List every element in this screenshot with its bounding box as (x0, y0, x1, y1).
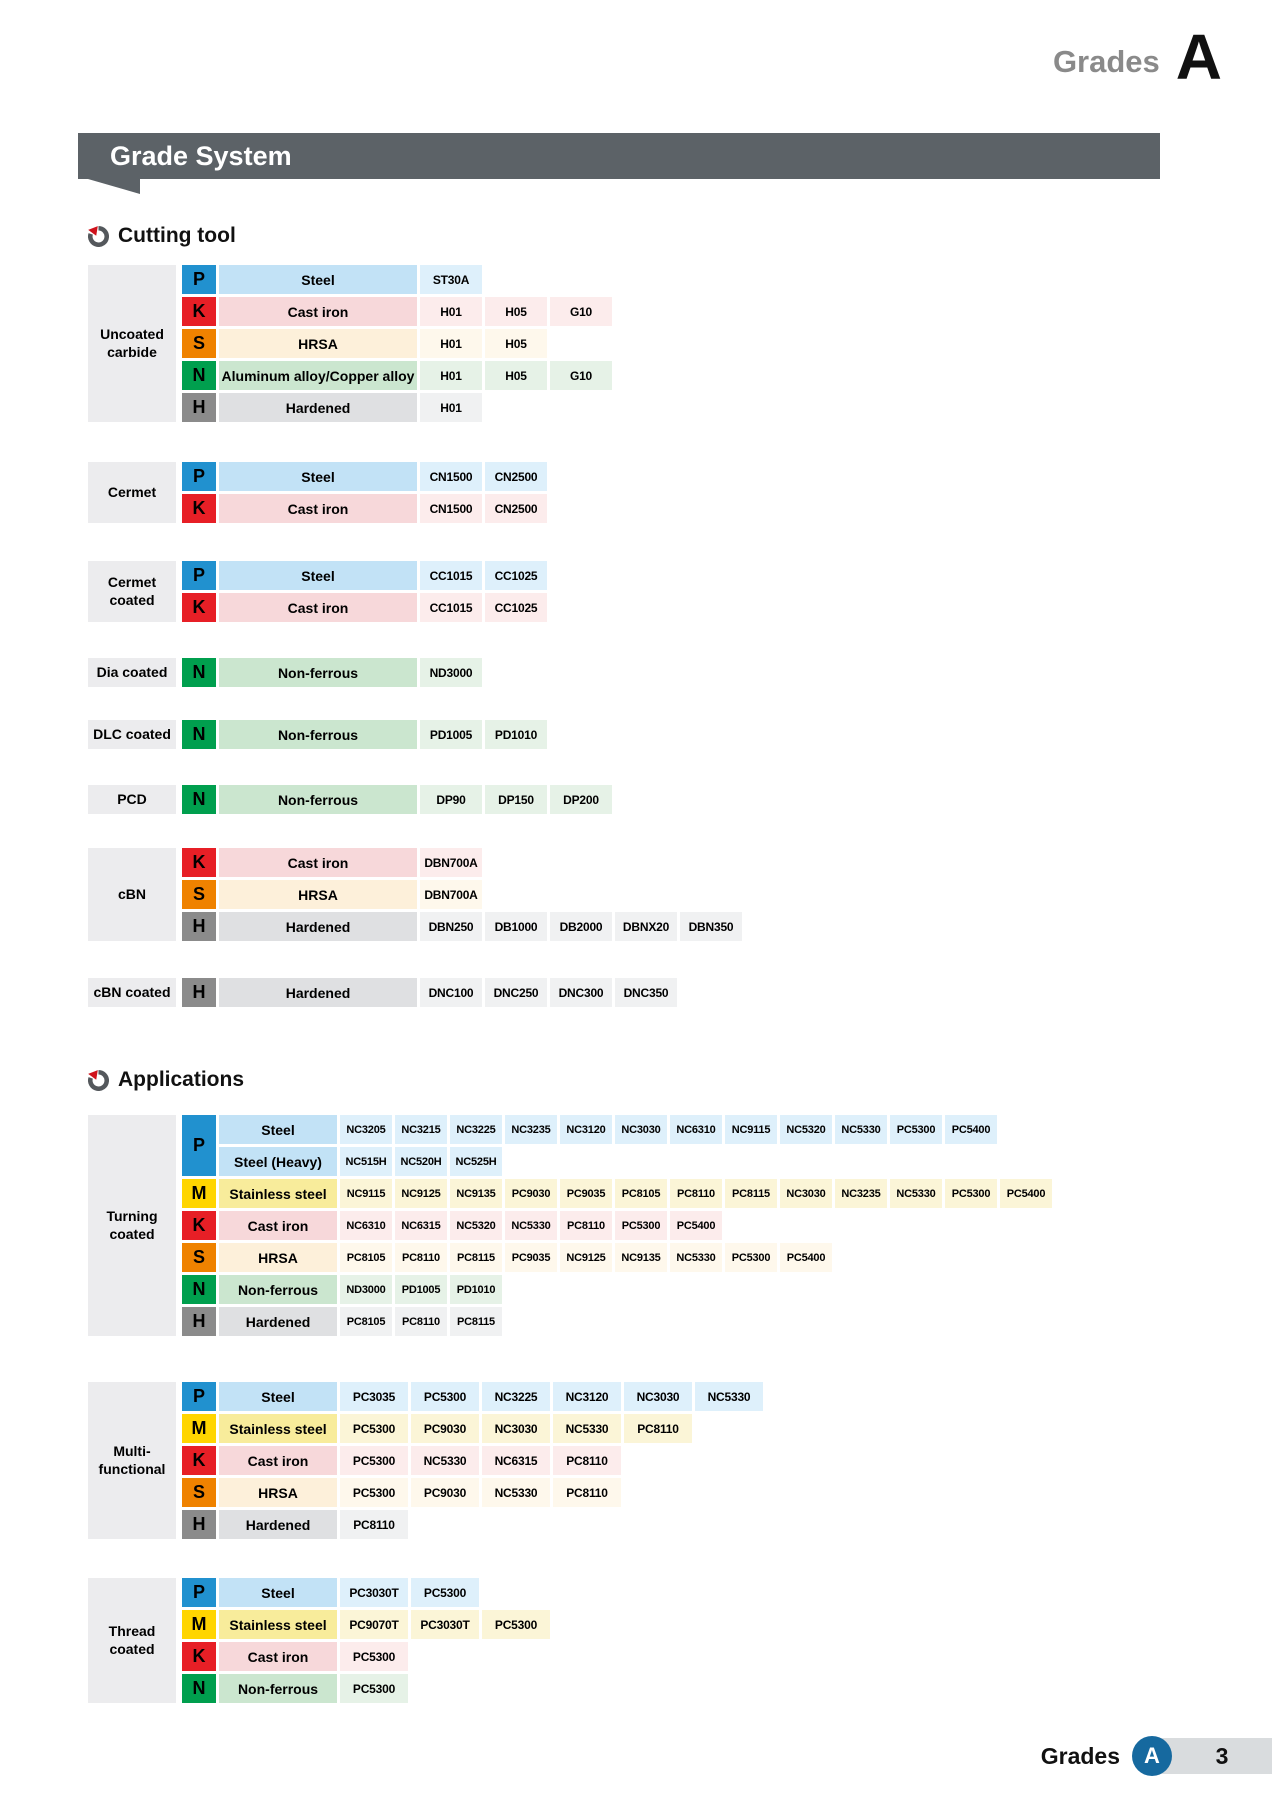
grade-table-thread-coated (88, 1578, 550, 1703)
grade-cell: PC5400 (670, 1211, 722, 1240)
iso-letter-cell-S: S (182, 1478, 216, 1507)
page-number: 3 (1152, 1738, 1272, 1774)
grade-cell: CC1015 (420, 561, 482, 590)
iso-letter-cell-H: H (182, 912, 216, 941)
grade-cell: ND3000 (420, 658, 482, 687)
iso-letter-cell-S: S (182, 329, 216, 358)
table-grid (182, 1578, 550, 1703)
material-cell: Non-ferrous (219, 720, 417, 749)
grade-cell: PC8115 (450, 1243, 502, 1272)
material-cell: HRSA (219, 1243, 337, 1272)
grade-cell: CN2500 (485, 462, 547, 491)
header-grades-label: Grades (1052, 44, 1160, 80)
table-grid (182, 720, 547, 749)
material-cell: Steel (219, 1578, 337, 1607)
grade-cell: NC3030 (482, 1414, 550, 1443)
grade-cell: H05 (485, 329, 547, 358)
material-cell: Non-ferrous (219, 1674, 337, 1703)
table-label: cBN coated (88, 978, 176, 1007)
grade-cell: PC8115 (725, 1179, 777, 1208)
table-label: Turning coated (88, 1115, 176, 1336)
grade-table-pcd (88, 785, 612, 814)
table-label: PCD (88, 785, 176, 814)
grade-cell: PC5300 (615, 1211, 667, 1240)
grade-table-dlc-coated (88, 720, 547, 749)
material-cell: Steel (219, 462, 417, 491)
section-title: Applications (118, 1068, 245, 1091)
iso-letter-cell-P: P (182, 265, 216, 294)
ribbon-fold (88, 179, 140, 194)
grade-cell: DP90 (420, 785, 482, 814)
section-swirl-icon (88, 226, 109, 247)
section-swirl-icon (88, 1070, 109, 1091)
grade-cell: NC3215 (395, 1115, 447, 1144)
iso-letter-cell-P: P (182, 1578, 216, 1607)
iso-letter-cell-H: H (182, 978, 216, 1007)
iso-letter-cell-K: K (182, 494, 216, 523)
material-cell: HRSA (219, 1478, 337, 1507)
grade-cell: PC8105 (340, 1307, 392, 1336)
table-grid (182, 785, 612, 814)
iso-letter-cell-P: P (182, 462, 216, 491)
grade-cell: NC5320 (780, 1115, 832, 1144)
material-cell: Stainless steel (219, 1414, 337, 1443)
grade-cell: NC9135 (615, 1243, 667, 1272)
grade-cell: CC1015 (420, 593, 482, 622)
grade-cell: PC5400 (1000, 1179, 1052, 1208)
grade-cell: PD1005 (420, 720, 482, 749)
grade-cell: PC5300 (411, 1578, 479, 1607)
grade-cell: DNC250 (485, 978, 547, 1007)
grade-cell: PC8110 (395, 1243, 447, 1272)
iso-letter-cell-N: N (182, 658, 216, 687)
grade-cell: NC5330 (411, 1446, 479, 1475)
material-cell: Cast iron (219, 593, 417, 622)
grade-cell: NC5330 (553, 1414, 621, 1443)
material-cell: Aluminum alloy/Copper alloy (219, 361, 417, 390)
iso-letter-cell-M: M (182, 1179, 216, 1208)
grade-table-turning-coated (88, 1115, 1052, 1336)
grade-cell: NC9125 (560, 1243, 612, 1272)
grade-cell: NC9115 (340, 1179, 392, 1208)
grade-cell: DB2000 (550, 912, 612, 941)
grade-cell: PC5300 (340, 1642, 408, 1671)
material-cell: HRSA (219, 329, 417, 358)
material-cell: Steel (219, 1115, 337, 1144)
grade-cell: NC6310 (670, 1115, 722, 1144)
grade-cell: H01 (420, 361, 482, 390)
page-title: Grade System (110, 141, 292, 171)
grade-cell: PC5400 (780, 1243, 832, 1272)
grade-cell: NC5330 (695, 1382, 763, 1411)
grade-cell: PD1010 (450, 1275, 502, 1304)
grade-cell: PC8110 (553, 1446, 621, 1475)
grade-cell: PC8105 (340, 1243, 392, 1272)
applications-heading (88, 1068, 244, 1092)
table-grid (182, 978, 677, 1007)
table-grid (182, 1382, 763, 1539)
grade-cell: PC5300 (340, 1674, 408, 1703)
page-header (1052, 21, 1222, 93)
grade-cell: H05 (485, 361, 547, 390)
iso-letter-cell-S: S (182, 1243, 216, 1272)
iso-letter-cell-P: P (182, 561, 216, 590)
grade-cell: PC5300 (945, 1179, 997, 1208)
material-cell: Cast iron (219, 297, 417, 326)
grade-cell: NC3225 (450, 1115, 502, 1144)
grade-cell: DBN350 (680, 912, 742, 941)
grade-cell: NC3235 (835, 1179, 887, 1208)
material-cell: Stainless steel (219, 1179, 337, 1208)
grade-cell: PC8110 (340, 1510, 408, 1539)
material-cell: Steel (219, 265, 417, 294)
grade-cell: CN1500 (420, 462, 482, 491)
cutting-tool-heading (88, 224, 236, 248)
material-cell: Hardened (219, 393, 417, 422)
material-cell: Steel (Heavy) (219, 1147, 337, 1176)
grade-cell: PC8105 (615, 1179, 667, 1208)
grade-cell: NC3030 (780, 1179, 832, 1208)
grade-cell: PC8110 (624, 1414, 692, 1443)
grade-cell: DBN250 (420, 912, 482, 941)
grade-cell: DB1000 (485, 912, 547, 941)
grade-cell: PC9070T (340, 1610, 408, 1639)
grade-cell: NC5330 (670, 1243, 722, 1272)
material-cell: Non-ferrous (219, 785, 417, 814)
grade-cell: PC9035 (560, 1179, 612, 1208)
material-cell: Cast iron (219, 1642, 337, 1671)
iso-letter-cell-M: M (182, 1414, 216, 1443)
grade-cell: PC3035 (340, 1382, 408, 1411)
table-label: Uncoated carbide (88, 265, 176, 422)
grade-table-multi-functional (88, 1382, 763, 1539)
grade-cell: DP200 (550, 785, 612, 814)
iso-letter-cell-K: K (182, 1642, 216, 1671)
grade-cell: NC5320 (450, 1211, 502, 1240)
section-title: Cutting tool (118, 224, 236, 247)
grade-cell: NC9135 (450, 1179, 502, 1208)
grade-cell: NC3235 (505, 1115, 557, 1144)
material-cell: Non-ferrous (219, 658, 417, 687)
grade-cell: DP150 (485, 785, 547, 814)
grade-cell: H05 (485, 297, 547, 326)
grade-cell: NC5330 (482, 1478, 550, 1507)
grade-cell: PC8110 (670, 1179, 722, 1208)
grade-cell: PC5300 (725, 1243, 777, 1272)
table-grid (182, 265, 612, 422)
grade-cell: NC3225 (482, 1382, 550, 1411)
grade-cell: NC9115 (725, 1115, 777, 1144)
title-ribbon (78, 133, 1160, 179)
grade-cell: DBNX20 (615, 912, 677, 941)
footer-grades-label: Grades (1040, 1742, 1120, 1769)
iso-letter-cell-K: K (182, 1446, 216, 1475)
grade-cell: NC3120 (553, 1382, 621, 1411)
grade-cell: PC8110 (560, 1211, 612, 1240)
iso-letter-cell-H: H (182, 1510, 216, 1539)
grade-cell: PC5300 (340, 1414, 408, 1443)
iso-letter-cell-N: N (182, 1674, 216, 1703)
grade-cell: NC3205 (340, 1115, 392, 1144)
footer-section-badge: A (1132, 1736, 1172, 1776)
material-cell: Hardened (219, 978, 417, 1007)
iso-letter-cell-N: N (182, 1275, 216, 1304)
grade-cell: CC1025 (485, 593, 547, 622)
grade-cell: CC1025 (485, 561, 547, 590)
iso-letter-cell-P: P (182, 1115, 216, 1176)
iso-letter-cell-H: H (182, 393, 216, 422)
grade-cell: NC5330 (835, 1115, 887, 1144)
iso-letter-cell-K: K (182, 297, 216, 326)
grade-cell: PC3030T (340, 1578, 408, 1607)
grade-cell: H01 (420, 393, 482, 422)
grade-cell: CN2500 (485, 494, 547, 523)
iso-letter-cell-H: H (182, 1307, 216, 1336)
iso-letter-cell-N: N (182, 720, 216, 749)
grade-cell: ST30A (420, 265, 482, 294)
iso-letter-cell-S: S (182, 880, 216, 909)
grade-cell: H01 (420, 329, 482, 358)
material-cell: Hardened (219, 1510, 337, 1539)
grade-cell: NC9125 (395, 1179, 447, 1208)
iso-letter-cell-M: M (182, 1610, 216, 1639)
material-cell: Cast iron (219, 848, 417, 877)
grade-cell: NC5330 (890, 1179, 942, 1208)
grade-cell: DNC350 (615, 978, 677, 1007)
iso-letter-cell-K: K (182, 1211, 216, 1240)
iso-letter-cell-N: N (182, 361, 216, 390)
iso-letter-cell-N: N (182, 785, 216, 814)
table-grid (182, 462, 547, 523)
material-cell: Non-ferrous (219, 1275, 337, 1304)
grade-cell: NC3030 (624, 1382, 692, 1411)
grade-cell: PC5300 (411, 1382, 479, 1411)
grade-cell: G10 (550, 361, 612, 390)
grade-cell: DNC100 (420, 978, 482, 1007)
grade-cell: ND3000 (340, 1275, 392, 1304)
grade-table-uncoated-carbide (88, 265, 612, 422)
header-section-letter: A (1175, 21, 1222, 93)
grade-table-dia-coated (88, 658, 482, 687)
material-cell: Cast iron (219, 494, 417, 523)
grade-cell: PC9035 (505, 1243, 557, 1272)
table-grid (182, 848, 742, 941)
material-cell: Hardened (219, 1307, 337, 1336)
grade-cell: PC3030T (411, 1610, 479, 1639)
material-cell: Hardened (219, 912, 417, 941)
grade-cell: PC5300 (482, 1610, 550, 1639)
grade-cell: H01 (420, 297, 482, 326)
table-grid (182, 561, 547, 622)
grade-cell: NC520H (395, 1147, 447, 1176)
grade-cell: CN1500 (420, 494, 482, 523)
grade-cell: PC5300 (340, 1446, 408, 1475)
table-label: Cermet coated (88, 561, 176, 622)
table-label: Multi-functional (88, 1382, 176, 1539)
table-grid (182, 658, 482, 687)
material-cell: Cast iron (219, 1446, 337, 1475)
iso-letter-cell-K: K (182, 593, 216, 622)
grade-table-cermet-coated (88, 561, 547, 622)
material-cell: Steel (219, 1382, 337, 1411)
grade-cell: NC515H (340, 1147, 392, 1176)
grade-cell: PC9030 (411, 1478, 479, 1507)
grade-cell: DBN700A (420, 848, 482, 877)
material-cell: Steel (219, 561, 417, 590)
iso-letter-cell-P: P (182, 1382, 216, 1411)
grade-cell: NC6315 (395, 1211, 447, 1240)
grade-cell: PC8110 (395, 1307, 447, 1336)
grade-cell: PD1010 (485, 720, 547, 749)
grade-cell: DBN700A (420, 880, 482, 909)
grade-cell: DNC300 (550, 978, 612, 1007)
material-cell: Cast iron (219, 1211, 337, 1240)
grade-cell: NC6310 (340, 1211, 392, 1240)
table-label: Dia coated (88, 658, 176, 687)
material-cell: HRSA (219, 880, 417, 909)
grade-cell: NC3120 (560, 1115, 612, 1144)
grade-cell: PC9030 (411, 1414, 479, 1443)
page-footer (1041, 1736, 1272, 1776)
table-label: DLC coated (88, 720, 176, 749)
grade-cell: NC6315 (482, 1446, 550, 1475)
grade-cell: PC5400 (945, 1115, 997, 1144)
grade-cell: PC8110 (553, 1478, 621, 1507)
grade-cell: PC5300 (890, 1115, 942, 1144)
table-grid (182, 1115, 1052, 1336)
grade-cell: G10 (550, 297, 612, 326)
material-cell: Stainless steel (219, 1610, 337, 1639)
grade-cell: NC525H (450, 1147, 502, 1176)
iso-letter-cell-K: K (182, 848, 216, 877)
grade-cell: PC5300 (340, 1478, 408, 1507)
grade-table-cermet (88, 462, 547, 523)
grade-cell: PC8115 (450, 1307, 502, 1336)
grade-cell: NC5330 (505, 1211, 557, 1240)
grade-cell: NC3030 (615, 1115, 667, 1144)
table-label: Cermet (88, 462, 176, 523)
table-label: cBN (88, 848, 176, 941)
grade-table-cbn (88, 848, 742, 941)
grade-cell: PC9030 (505, 1179, 557, 1208)
table-label: Thread coated (88, 1578, 176, 1703)
grade-cell: PD1005 (395, 1275, 447, 1304)
grade-table-cbn-coated (88, 978, 677, 1007)
